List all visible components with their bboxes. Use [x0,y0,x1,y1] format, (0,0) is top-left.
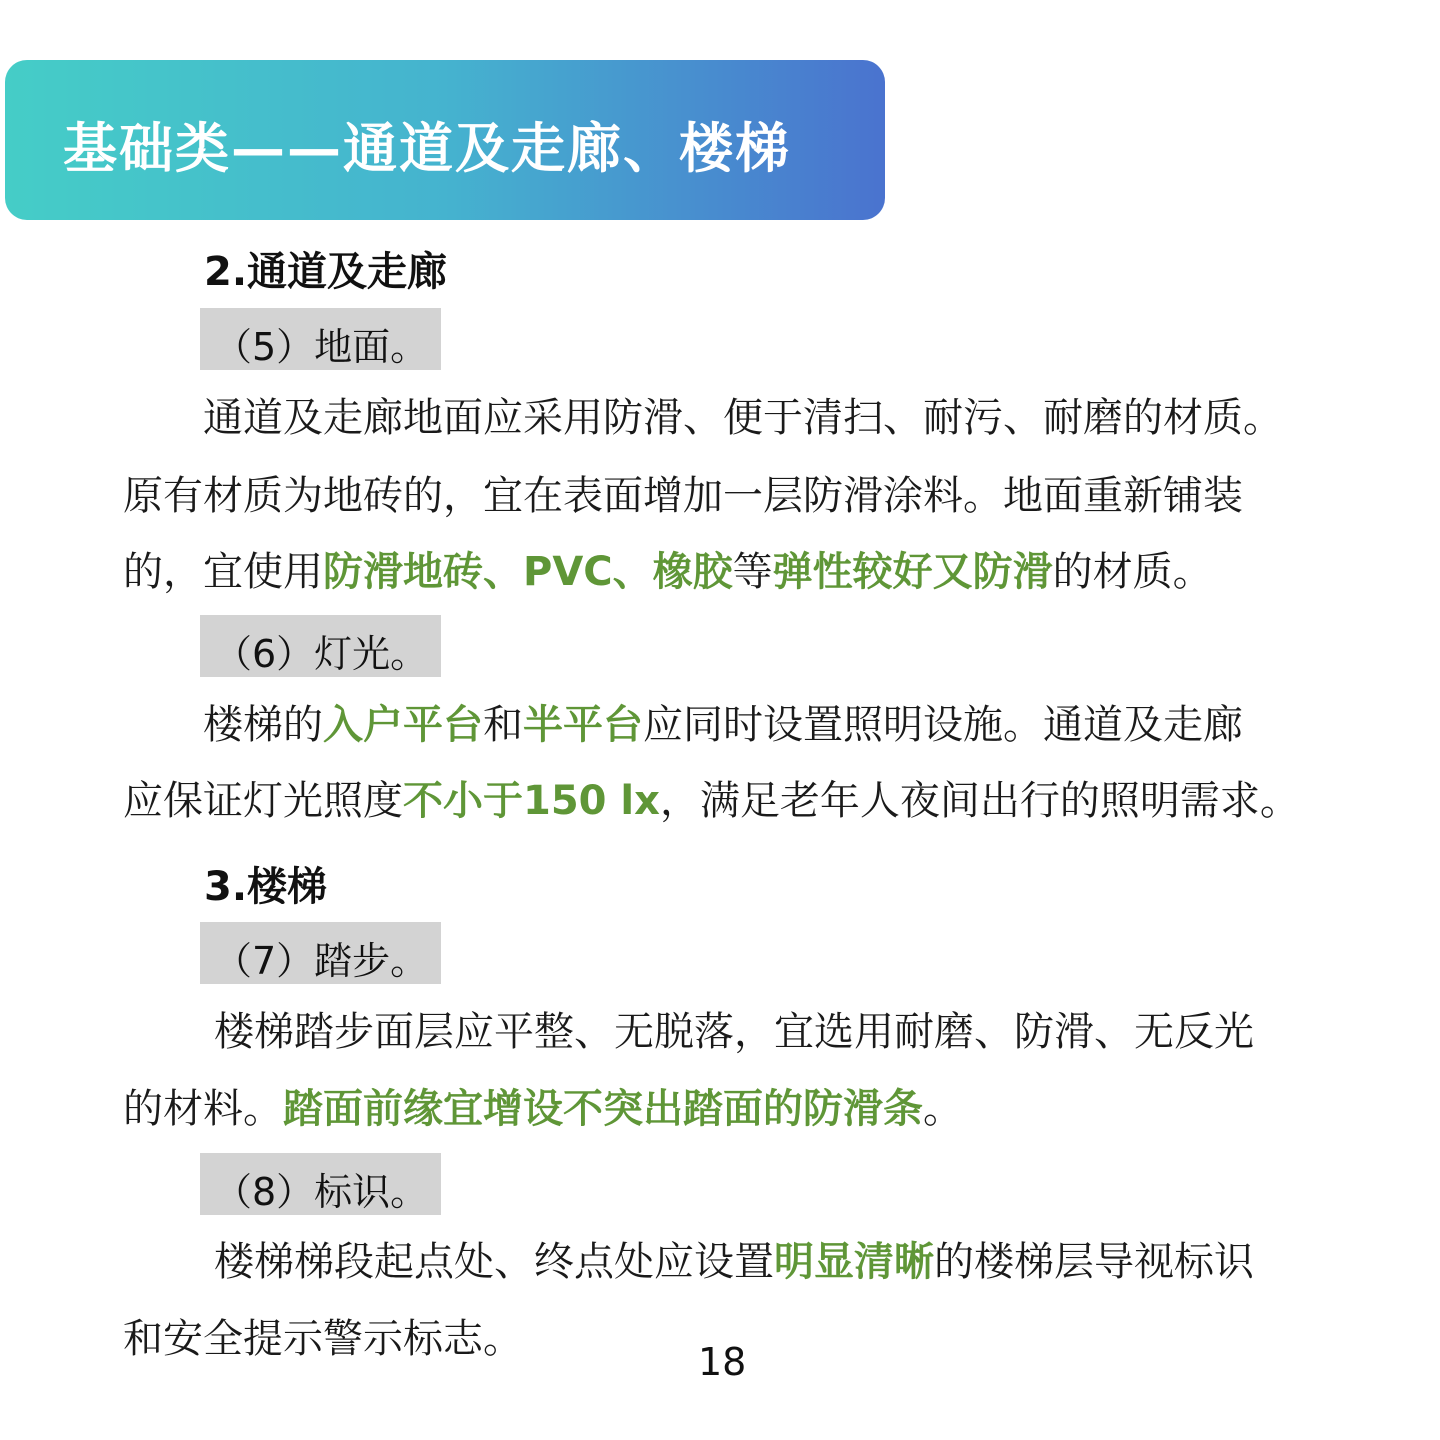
highlight-text: 半平台 [523,702,643,748]
paragraph-line: 楼梯踏步面层应平整、无脱落，宜选用耐磨、防滑、无反光 [214,1009,1254,1055]
subheading-box-floor [200,308,441,370]
paragraph-line [123,1085,963,1133]
page-number: 18 [698,1340,747,1384]
subheading-signage: （8）标识。 [214,1170,429,1214]
text-run: 的楼梯层导视标识 [934,1239,1254,1285]
text-run: 楼梯梯段起点处、终点处应设置 [214,1239,774,1285]
highlight-text: 弹性较好又防滑 [772,549,1053,595]
subheading-box-lighting [200,615,441,677]
text-run: 楼梯的 [203,702,323,748]
section-heading-stairs: 3.楼梯 [204,864,328,910]
text-run: 应保证灯光照度 [123,778,403,824]
text-run: 的材质。 [1052,549,1213,595]
paragraph-line: 通道及走廊地面应采用防滑、便于清扫、耐污、耐磨的材质。 [203,395,1283,441]
subheading-steps: （7）踏步。 [214,939,429,983]
paragraph-line: 原有材质为地砖的，宜在表面增加一层防滑涂料。地面重新铺装 [123,473,1243,519]
text-run: 等 [732,549,773,595]
text-run: 的材料。 [123,1086,283,1132]
text-run: 。 [923,1086,963,1132]
subheading-box-signage [200,1153,441,1215]
paragraph-line [123,548,1213,596]
section-heading-corridor: 2.通道及走廊 [204,249,448,295]
highlight-text: 踏面前缘宜增设不突出踏面的防滑条 [283,1086,923,1132]
text-run: 的，宜使用 [123,549,323,595]
text-run: ，满足老年人夜间出行的照明需求。 [659,778,1300,824]
paragraph-line [203,701,1243,749]
subheading-floor: （5）地面。 [214,325,429,369]
subheading-lighting: （6）灯光。 [214,632,429,676]
title-banner [5,60,885,220]
paragraph-line [214,1238,1254,1286]
highlight-text: 明显清晰 [774,1239,934,1285]
paragraph-line [123,777,1300,825]
text-run: 和 [483,702,523,748]
banner-title: 基础类——通道及走廊、楼梯 [63,116,791,180]
text-run: 应同时设置照明设施。通道及走廊 [643,702,1243,748]
highlight-text: 防滑地砖、PVC、橡胶 [323,549,733,595]
highlight-text: 不小于150 lx [403,778,660,824]
paragraph-line: 和安全提示警示标志。 [123,1316,523,1362]
subheading-box-steps [200,922,441,984]
highlight-text: 入户平台 [323,702,483,748]
